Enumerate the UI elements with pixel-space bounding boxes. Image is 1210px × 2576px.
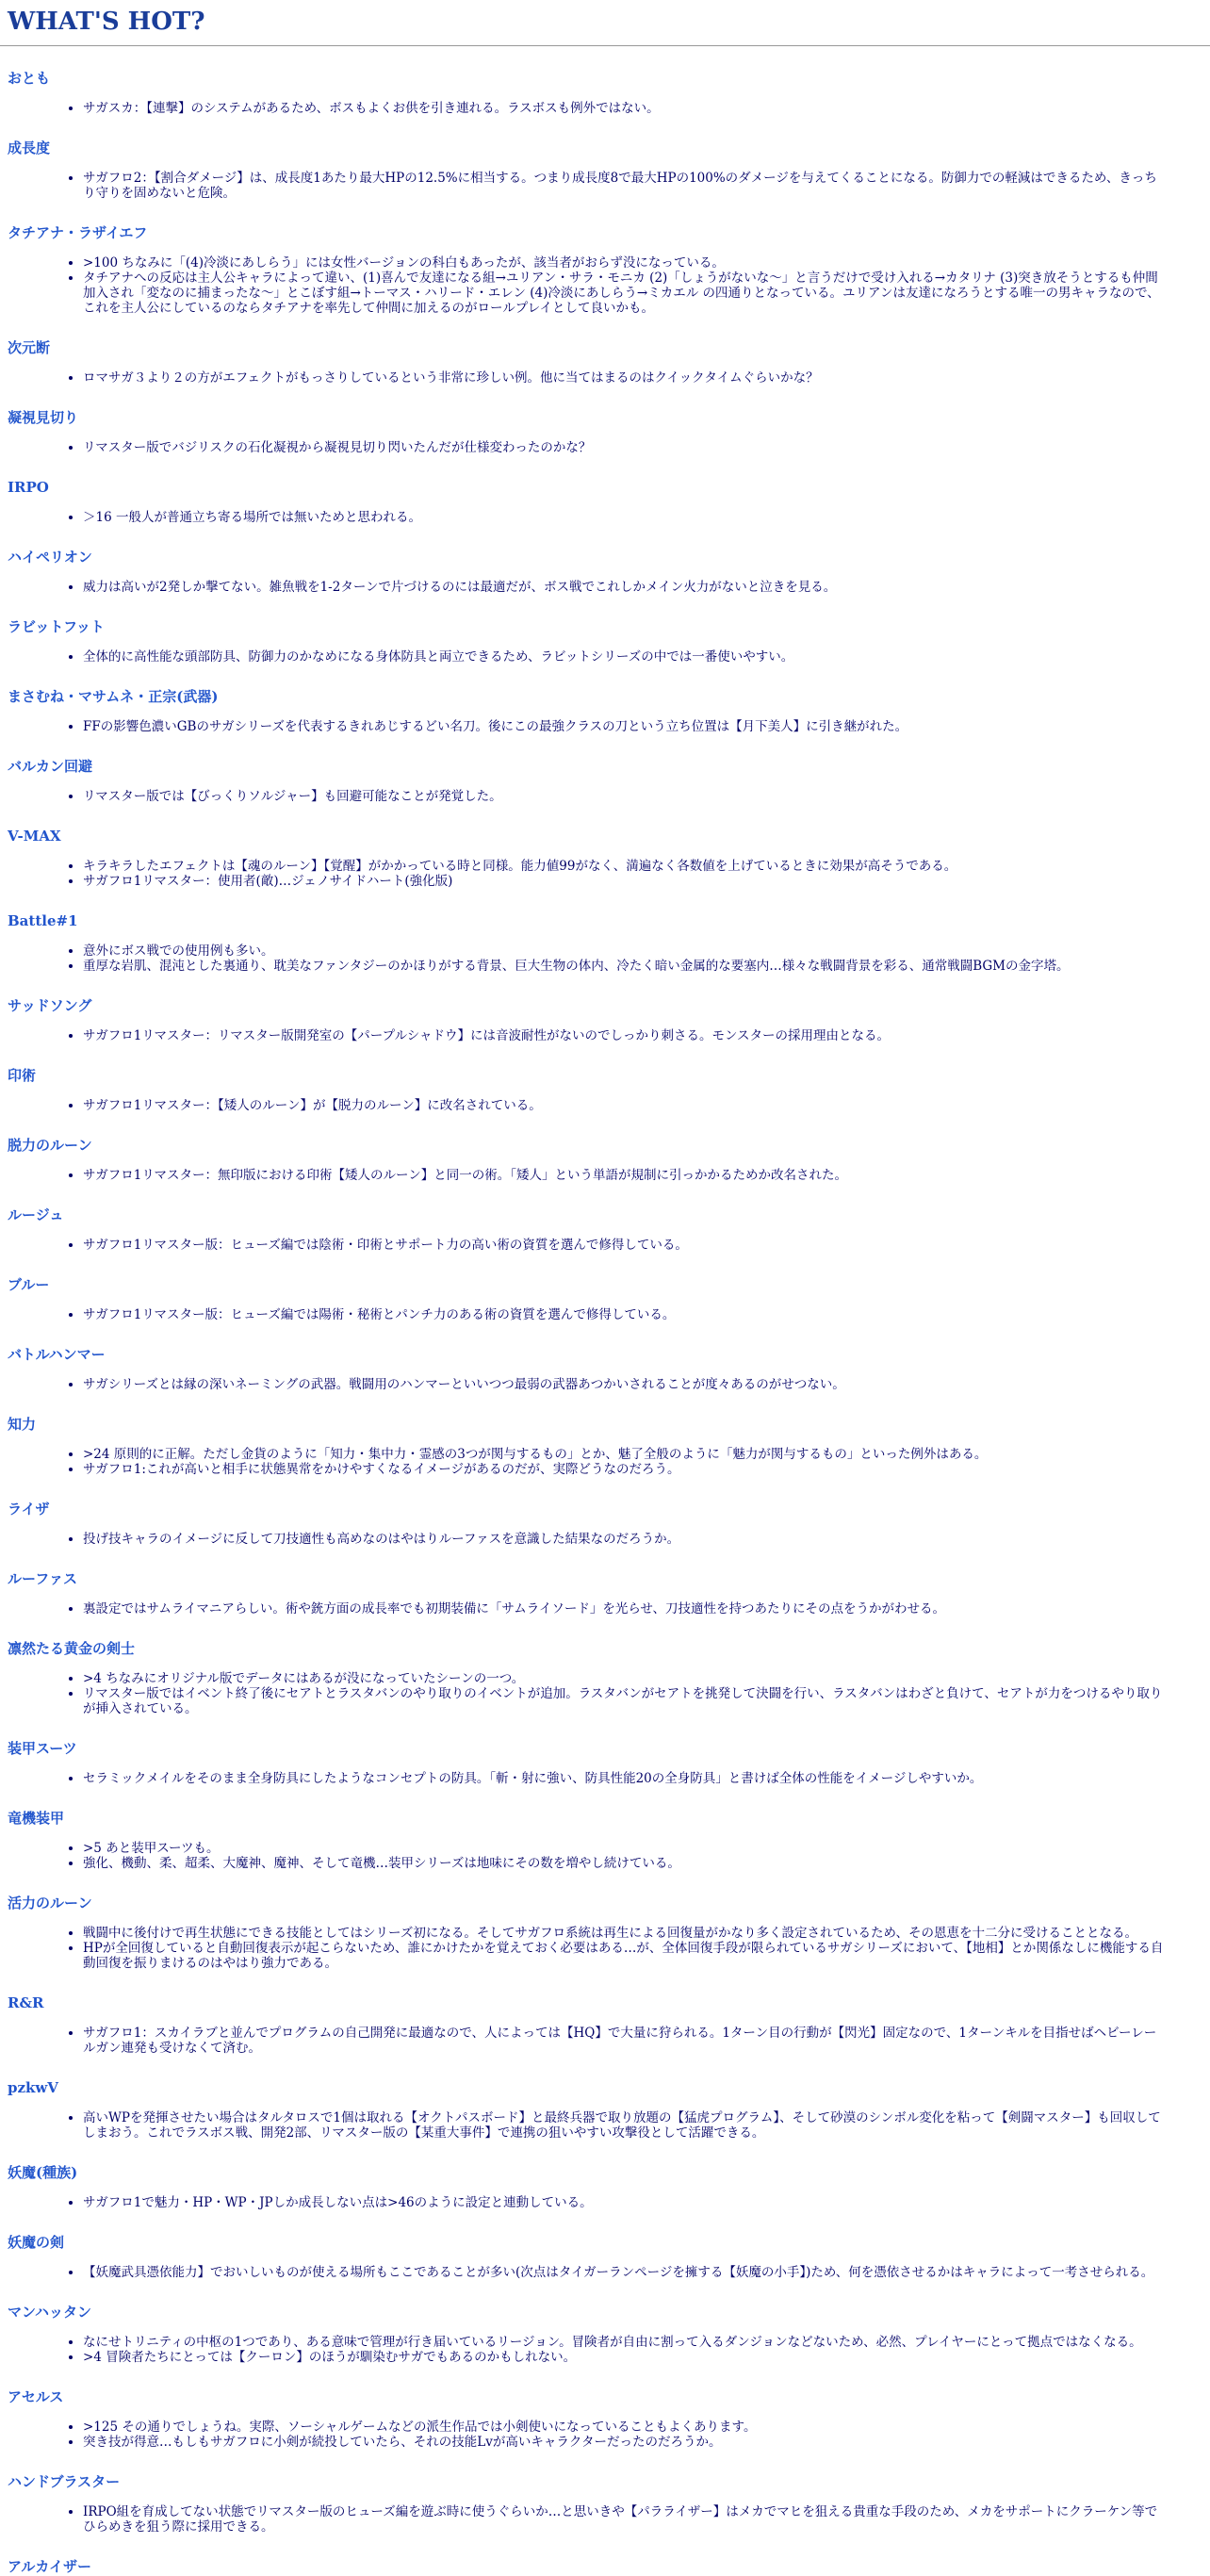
list-item: • ＞16 一般人が普通立ち寄る場所では無いためと思われる。 <box>83 510 1169 525</box>
section-heading-link[interactable]: 印術 <box>8 1067 37 1084</box>
section-heading <box>8 2450 1202 2491</box>
section-heading-link[interactable]: ライザ <box>8 1501 50 1518</box>
section-heading <box>8 1113 1202 1155</box>
section-heading <box>8 116 1202 157</box>
list-item: • セラミックメイルをそのまま全身防具にしたようなコンセプトの防具。「斬・射に強い、防具性能20の全身防具」と書けば全体の性能をイメージしやすいか。 <box>83 1771 1169 1786</box>
section-item-list <box>8 1671 1202 1716</box>
section-item-list <box>8 1601 1202 1616</box>
section-item-list <box>8 440 1202 455</box>
section-heading <box>8 1616 1202 1658</box>
section-item-list <box>8 255 1202 316</box>
section-heading-link[interactable]: アルカイザー <box>8 2558 91 2575</box>
section-heading-link[interactable]: Battle#1 <box>8 912 78 929</box>
list-item: • 強化、機動、柔、超柔、大魔神、魔神、そして竜機…装甲シリーズは地味にその数を増やし続けている。 <box>83 1856 1169 1871</box>
section-heading-link[interactable]: ブルー <box>8 1276 50 1293</box>
list-item: • リマスター版では【びっくりソルジャー】も回避可能なことが発覚した。 <box>83 789 1169 804</box>
list-item: • 裏設定ではサムライマニアらしい。術や銃方面の成長率でも初期装備に「サムライソード」を光らせ、刀技適性を持つあたりにその点をうかがわせる。 <box>83 1601 1169 1616</box>
list-item: • リマスター版でバジリスクの石化凝視から凝視見切り閃いたんだが仕様変わったのかな？ <box>83 440 1169 455</box>
list-item: • IRPO組を育成してない状態でリマスター版のヒューズ編を遊ぶ時に使うぐらいか…と思いきや【パラライザー】はメカでマヒを狙える貴重な手段のため、メカをサポートにクラーケン等でひらめきを狙う際に採用できる。 <box>83 2504 1169 2535</box>
section-heading <box>8 1392 1202 1434</box>
section-heading-link[interactable]: 活力のルーン <box>8 1895 92 1911</box>
section-item-list <box>8 2110 1202 2141</box>
list-item: • 突き技が得意…もしもサガフロに小剣が続投していたら、それの技能Lvが高いキャラクターだったのだろうか。 <box>83 2435 1169 2450</box>
section-heading <box>8 2365 1202 2406</box>
section-heading <box>8 316 1202 357</box>
list-item: • リマスター版ではイベント終了後にセアトとラスタバンのやり取りのイベントが追加。ラスタバンがセアトを挑発して決闘を行い、ラスタバンはわざと負けて、セアトが力をつけるやり取りが挿入されている。 <box>83 1686 1169 1716</box>
list-item: • 【妖魔武具憑依能力】でおいしいものが使える場所もここであることが多い(次点はタイガーランページを擁する【妖魔の小手】)ため、何を憑依させるかはキャラによって一考させられる。 <box>83 2265 1169 2280</box>
section-heading-link[interactable]: ラビットフット <box>8 618 105 635</box>
list-item: • サガフロ1:これが高いと相手に状態異常をかけやすくなるイメージがあるのだが、実際どうなのだろう。 <box>83 1462 1169 1477</box>
list-item: • >4 冒険者たちにとっては【クーロン】のほうが馴染むサガでもあるのかもしれない。 <box>83 2350 1169 2365</box>
section-item-list <box>8 1926 1202 1971</box>
section-item-list <box>8 1028 1202 1043</box>
section-heading-link[interactable]: おとも <box>8 70 51 87</box>
list-item: • >4 ちなみにオリジナル版でデータにはあるが没になっていたシーンの一つ。 <box>83 1671 1169 1686</box>
list-item: • ロマサガ３より２の方がエフェクトがもっさりしているという非常に珍しい例。他に当てはまるのはクイックタイムぐらいかな？ <box>83 370 1169 386</box>
section-item-list <box>8 2026 1202 2056</box>
section-heading-link[interactable]: バルカン回避 <box>8 758 93 775</box>
section-heading <box>8 1477 1202 1518</box>
section-item-list <box>8 943 1202 974</box>
section-item-list <box>8 2504 1202 2535</box>
list-item: • 全体的に高性能な頭部防具、防御力のかなめになる身体防具と両立できるため、ラビットシリーズの中では一番使いやすい。 <box>83 649 1169 665</box>
section-heading <box>8 1871 1202 1912</box>
section-heading <box>8 2141 1202 2182</box>
section-heading <box>8 2056 1202 2097</box>
section-heading-link[interactable]: 知力 <box>8 1416 37 1433</box>
section-heading-link[interactable]: バトルハンマー <box>8 1346 106 1363</box>
section-heading <box>8 889 1202 930</box>
list-item: • サガフロ1リマスター版：ヒューズ編では陽術・秘術とパンチ力のある術の資質を選んで修得している。 <box>83 1307 1169 1322</box>
section-item-list <box>8 2195 1202 2210</box>
section-heading-link[interactable]: 装甲スーツ <box>8 1740 77 1757</box>
section-heading-link[interactable]: pzkwV <box>8 2079 58 2096</box>
section-item-list <box>8 2420 1202 2450</box>
list-item: • 重厚な岩肌、混沌とした裏通り、耽美なファンタジーのかほりがする背景、巨大生物の体内、冷たく暗い金属的な要塞内…様々な戦闘背景を彩る、通常戦闘BGMの金字塔。 <box>83 959 1169 974</box>
section-item-list <box>8 2265 1202 2280</box>
list-item: • >5 あと装甲スーツも。 <box>83 1841 1169 1856</box>
section-heading <box>8 201 1202 242</box>
section-item-list <box>8 101 1202 116</box>
list-item: • HPが全回復していると自動回復表示が起こらないため、誰にかけたかを覚えておく必要はある…が、全体回復手段が限られているサガシリーズにおいて、【地相】とか関係なしに機能する自動回復を振りまけるのはやはり強力である。 <box>83 1941 1169 1971</box>
list-item: • 意外にボス戦での使用例も多い。 <box>83 943 1169 959</box>
section-heading <box>8 1547 1202 1588</box>
section-heading <box>8 595 1202 636</box>
section-heading-link[interactable]: 凛然たる黄金の剣士 <box>8 1640 136 1657</box>
section-heading <box>8 1716 1202 1758</box>
section-heading <box>8 804 1202 845</box>
section-heading <box>8 1183 1202 1224</box>
section-heading <box>8 1322 1202 1364</box>
section-item-list <box>8 859 1202 889</box>
section-heading-link[interactable]: V-MAX <box>8 828 61 845</box>
list-item: • サガフロ1リマスター：無印版における印術【矮人のルーン】と同一の術。「矮人」という単語が規制に引っかかるためか改名された。 <box>83 1168 1169 1183</box>
section-heading-link[interactable]: まさむね・マサムネ・正宗(武器) <box>8 688 219 705</box>
section-heading-link[interactable]: 妖魔の剣 <box>8 2234 65 2251</box>
section-heading-link[interactable]: 脱力のルーン <box>8 1137 92 1154</box>
list-item: • サガフロ1で魅力・HP・WP・JPしか成長しない点は>46のように設定と連動している。 <box>83 2195 1169 2210</box>
section-item-list <box>8 789 1202 804</box>
section-heading <box>8 2280 1202 2322</box>
section-heading <box>8 46 1202 88</box>
section-heading <box>8 974 1202 1015</box>
section-item-list <box>8 370 1202 386</box>
list-item: • サガフロ1リマスター：リマスター版開発室の【パープルシャドウ】には音波耐性がないのでしっかり刺さる。モンスターの採用理由となる。 <box>83 1028 1169 1043</box>
section-item-list <box>8 2335 1202 2365</box>
section-heading <box>8 386 1202 427</box>
section-heading <box>8 1786 1202 1828</box>
section-item-list <box>8 1307 1202 1322</box>
section-item-list <box>8 1098 1202 1113</box>
section-item-list <box>8 580 1202 595</box>
section-heading <box>8 455 1202 497</box>
section-heading <box>8 1971 1202 2012</box>
section-item-list <box>8 1447 1202 1477</box>
section-item-list <box>8 649 1202 665</box>
section-item-list <box>8 510 1202 525</box>
section-item-list <box>8 1377 1202 1392</box>
section-heading-link[interactable]: ハンドブラスター <box>8 2473 121 2490</box>
list-item: • サガフロ1リマスター：使用者(敵)…ジェノサイドハート(強化版) <box>83 874 1169 889</box>
section-heading-link[interactable]: マンハッタン <box>8 2304 91 2321</box>
section-heading-link[interactable]: 竜機装甲 <box>8 1810 65 1827</box>
list-item: • 高いWPを発揮させたい場合はタルタロスで1個は取れる【オクトパスボード】と最終兵器で取り放題の【猛虎プログラム】、そして砂漠のシンボル変化を粘って【剣闘マスター】も回収してしまおう。これでラスボス戦、開発2部、リマスター版の【某重大事件】で連携の狙いやすい攻撃役として活躍できる。 <box>83 2110 1169 2141</box>
section-heading-link[interactable]: ルージュ <box>8 1206 64 1223</box>
section-heading-link[interactable]: サッドソング <box>8 997 92 1014</box>
list-item: • >125 その通りでしょうね。実際、ソーシャルゲームなどの派生作品では小剣使いになっていることもよくあります。 <box>83 2420 1169 2435</box>
section-heading <box>8 1253 1202 1294</box>
hot-topics-list <box>0 46 1210 2576</box>
section-heading-link[interactable]: 成長度 <box>8 139 51 156</box>
section-heading <box>8 1043 1202 1085</box>
page-title: WHAT'S HOT? <box>8 8 205 36</box>
section-heading <box>8 665 1202 706</box>
section-heading-link[interactable]: ハイペリオン <box>8 549 92 566</box>
list-item: • タチアナへの反応は主人公キャラによって違い、(1)喜んで友達になる組→ユリアン・サラ・モニカ (2)「しょうがないな～」と言うだけで受け入れる→カタリナ (3)突き放そうとするも仲間加入され「変なのに捕まったな～」とこぼす組→トーマス・ハリード・エレン (4)冷淡にあしらう→ミカエル の四通りとなっている。ユリアンは友達になろうとする唯一の男キャラなので、これを主人公にしているのならタチアナを率先して仲間に加えるのがロールプレイとして良いかも。 <box>83 271 1169 316</box>
list-item: • サガシリーズとは縁の深いネーミングの武器。戦闘用のハンマーといいつつ最弱の武器あつかいされることが度々あるのがせつない。 <box>83 1377 1169 1392</box>
section-item-list <box>8 1238 1202 1253</box>
section-heading <box>8 2210 1202 2252</box>
list-item: • 戦闘中に後付けで再生状態にできる技能としてはシリーズ初になる。そしてサガフロ系統は再生による回復量がかなり多く設定されているため、その恩恵を十二分に受けることとなる。 <box>83 1926 1169 1941</box>
list-item: • なにせトリニティの中枢の1つであり、ある意味で管理が行き届いているリージョン。冒険者が自由に割って入るダンジョンなどないため、必然、プレイヤーにとって拠点ではなくなる。 <box>83 2335 1169 2350</box>
list-item: • FFの影響色濃いGBのサガシリーズを代表するきれあじするどい名刀。後にこの最強クラスの刀という立ち位置は【月下美人】に引き継がれた。 <box>83 719 1169 734</box>
section-heading-link[interactable]: タチアナ・ラザイエフ <box>8 224 148 241</box>
list-item: • サガスカ：【連撃】のシステムがあるため、ボスもよくお供を引き連れる。ラスボスも例外ではない。 <box>83 101 1169 116</box>
list-item: • サガフロ2：【割合ダメージ】は、成長度1あたり最大HPの12.5%に相当する。つまり成長度8で最大HPの100%のダメージを与えてくることになる。防御力での軽減はできるため、きっちり守りを固めないと危険。 <box>83 171 1169 201</box>
section-item-list <box>8 1841 1202 1871</box>
section-heading-link[interactable]: R&R <box>8 1994 44 2011</box>
list-item: • キラキラしたエフェクトは【魂のルーン】【覚醒】がかかっている時と同様。能力値99がなく、満遍なく各数値を上げているときに効果が高そうである。 <box>83 859 1169 874</box>
list-item: • サガフロ1リマスター：【矮人のルーン】が【脱力のルーン】に改名されている。 <box>83 1098 1169 1113</box>
section-item-list <box>8 1168 1202 1183</box>
section-item-list <box>8 1771 1202 1786</box>
section-heading-link[interactable]: 凝視見切り <box>8 409 79 426</box>
section-heading-link[interactable]: 妖魔(種族) <box>8 2164 78 2181</box>
section-item-list <box>8 171 1202 201</box>
list-item: • >24 原則的に正解。ただし金貨のように「知力・集中力・霊感の3つが関与するもの」とか、魅了全般のように「魅力が関与するもの」といった例外はある。 <box>83 1447 1169 1462</box>
list-item: • 投げ技キャラのイメージに反して刀技適性も高めなのはやはりルーファスを意識した結果なのだろうか。 <box>83 1532 1169 1547</box>
section-heading <box>8 525 1202 566</box>
section-heading-link[interactable]: ルーファス <box>8 1570 77 1587</box>
section-item-list <box>8 1532 1202 1547</box>
list-item: • サガフロ1リマスター版：ヒューズ編では陰術・印術とサポート力の高い術の資質を選んで修得している。 <box>83 1238 1169 1253</box>
section-heading <box>8 2535 1202 2576</box>
list-item: • サガフロ1：スカイラブと並んでプログラムの自己開発に最適なので、人によっては【HQ】で大量に狩られる。1ターン目の行動が【閃光】固定なので、1ターンキルを目指せばヘビーレールガン連発も受けなくて済む。 <box>83 2026 1169 2056</box>
section-heading-link[interactable]: アセルス <box>8 2388 64 2405</box>
section-item-list <box>8 719 1202 734</box>
list-item: • >100 ちなみに「(4)冷淡にあしらう」には女性バージョンの科白もあったが、該当者がおらず没になっている。 <box>83 255 1169 271</box>
section-heading-link[interactable]: 次元断 <box>8 339 51 356</box>
section-heading <box>8 734 1202 776</box>
list-item: • 威力は高いが2発しか撃てない。雑魚戦を1-2ターンで片づけるのには最適だが、ボス戦でこれしかメイン火力がないと泣きを見る。 <box>83 580 1169 595</box>
section-heading-link[interactable]: IRPO <box>8 479 49 496</box>
